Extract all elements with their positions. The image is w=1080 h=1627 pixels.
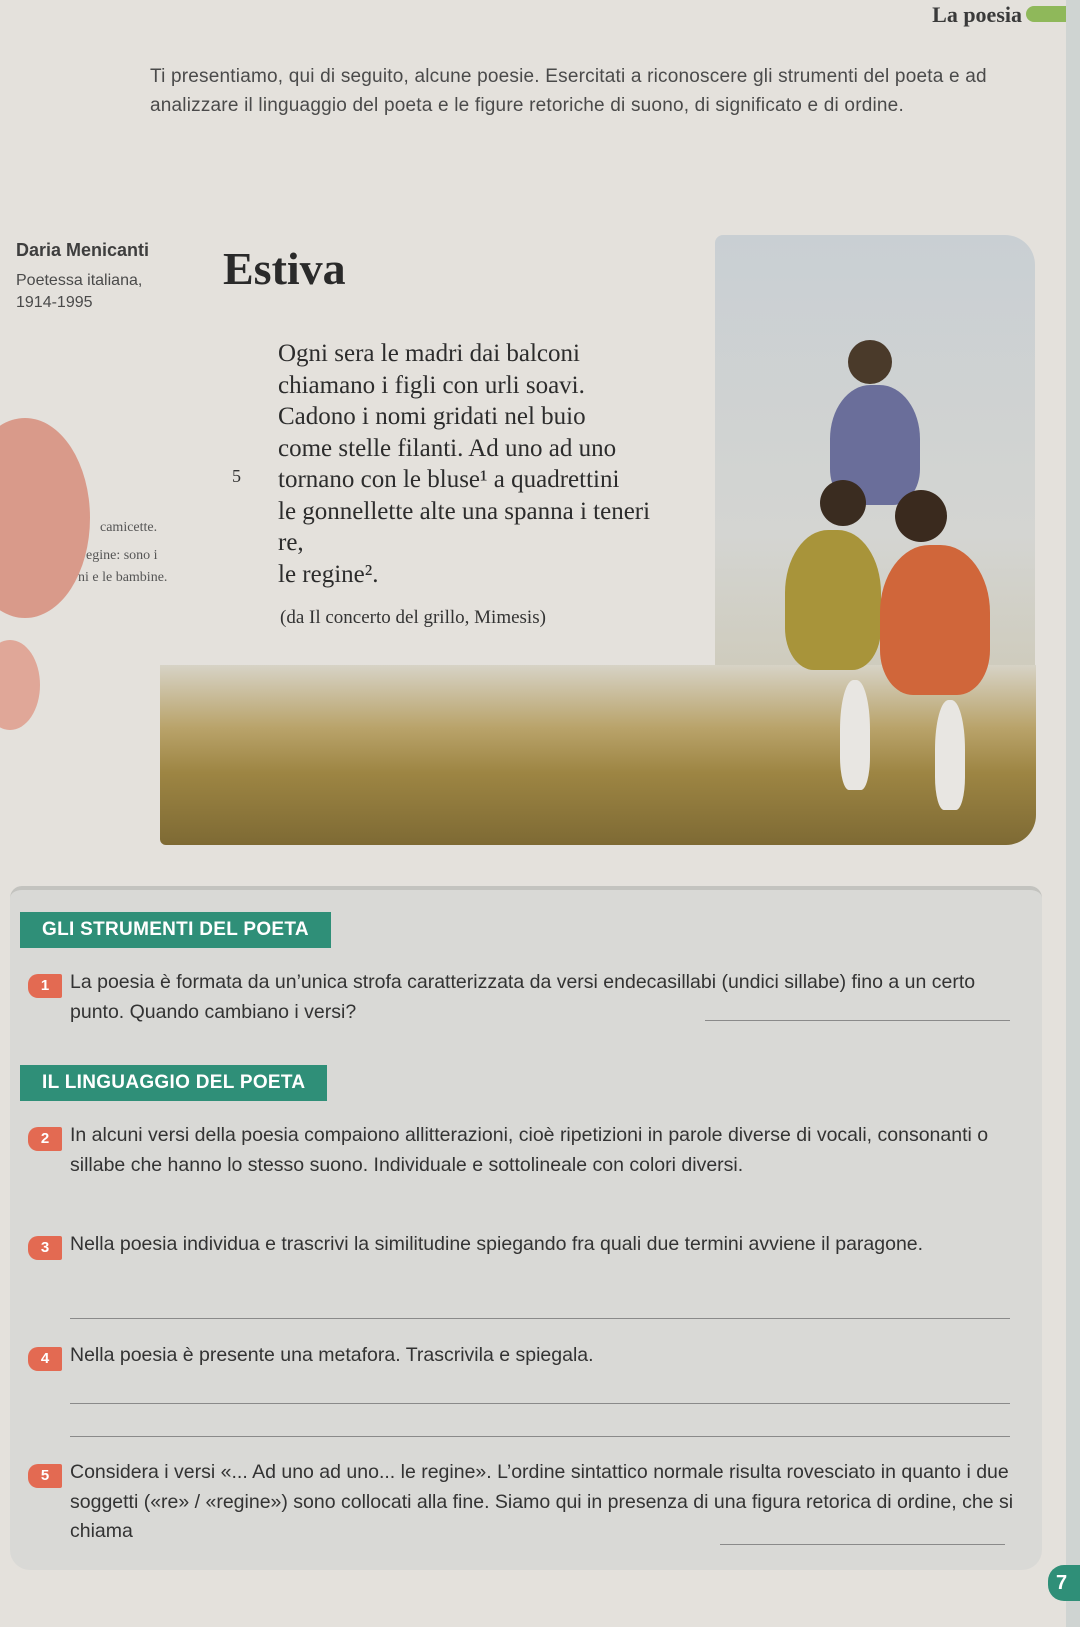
child-figure — [935, 700, 965, 810]
answer-line-3[interactable] — [70, 1318, 1010, 1319]
question-5-badge: 5 — [28, 1464, 62, 1488]
poem-line: Cadono i nomi gridati nel buio — [278, 403, 586, 430]
poem-line: tornano con le bluse¹ a quadrettini — [278, 466, 620, 493]
poem-line: chiamano i figli con urli soavi. — [278, 371, 585, 399]
thumb-photo-artifact — [0, 418, 90, 618]
poem-text — [278, 338, 650, 590]
intro-text: Ti presentiamo, qui di seguito, alcune poesie. Esercitati a riconoscere gli strumenti del poeta e ad analizzare il linguaggio del poeta e le figure retoriche di suono, di significato e di ordine. — [150, 66, 987, 116]
child-figure — [848, 340, 892, 384]
poem-line: le gonnellette alte una spanna i teneri — [278, 497, 651, 525]
question-3: Nella poesia individua e trascrivi la similitudine spiegando fra quali due termini avviene il paragone. — [70, 1233, 924, 1255]
section-tools-label: GLI STRUMENTI DEL POETA — [20, 912, 331, 948]
question-1: La poesia è formata da un’unica strofa caratterizzata da versi endecasillabi (undici sillabe) fino a un certo punto. Quando cambiano i versi? — [70, 971, 976, 1023]
question-4-badge: 4 — [28, 1347, 62, 1371]
poem-line: le regine². — [278, 560, 379, 588]
child-figure — [840, 680, 870, 790]
question-2-badge: 2 — [28, 1127, 62, 1151]
question-2: In alcuni versi della poesia compaiono allitterazioni, cioè ripetizioni in parole diverse di vocali, consonanti o sillabe che hanno lo stesso suono. Individuale e sottolineale con colori diversi. — [70, 1124, 989, 1176]
section-language-label: IL LINGUAGGIO DEL POETA — [20, 1065, 327, 1101]
question-3-badge: 3 — [28, 1236, 62, 1260]
running-head: La poesia — [932, 2, 1022, 27]
author-info: Poetessa italiana, 1914-1995 — [16, 272, 143, 311]
gloss-1: camicette. — [100, 520, 158, 535]
page-number: 7 — [1048, 1565, 1080, 1601]
answer-line-5[interactable] — [720, 1544, 1005, 1545]
finger-photo-artifact — [0, 640, 40, 730]
child-figure — [880, 545, 990, 695]
running-head-tab — [1026, 6, 1066, 22]
poem-title: Estiva — [223, 243, 346, 294]
poem-line: re, — [278, 529, 304, 556]
answer-line-4a[interactable] — [70, 1403, 1010, 1404]
question-1-badge: 1 — [28, 974, 62, 998]
child-figure — [895, 490, 947, 542]
answer-line-4b[interactable] — [70, 1436, 1010, 1437]
poem-source: (da Il concerto del grillo, Mimesis) — [280, 607, 546, 628]
question-5: Considera i versi «... Ad uno ad uno... le regine». L’ordine sintattico normale risulta rovesciato in quanto i due soggetti («re» / «regine») sono collocati alla fine. Siamo qui in presenza di una figura retorica di ordine, che si chiama — [70, 1461, 1014, 1542]
poem-line: come stelle filanti. Ad uno ad uno — [278, 434, 617, 462]
gloss-2: egine: sono i — [86, 548, 158, 563]
gloss-3: ni e le bambine. — [78, 570, 168, 585]
page-edge — [1066, 0, 1080, 1627]
line-number: 5 — [232, 466, 241, 486]
poem-line: Ogni sera le madri dai balconi — [278, 340, 580, 367]
author-name: Daria Menicanti — [16, 240, 150, 260]
child-figure — [785, 530, 881, 670]
answer-line-1[interactable] — [705, 1020, 1010, 1021]
question-4: Nella poesia è presente una metafora. Trascrivila e spiegala. — [70, 1344, 594, 1366]
child-figure — [820, 480, 866, 526]
